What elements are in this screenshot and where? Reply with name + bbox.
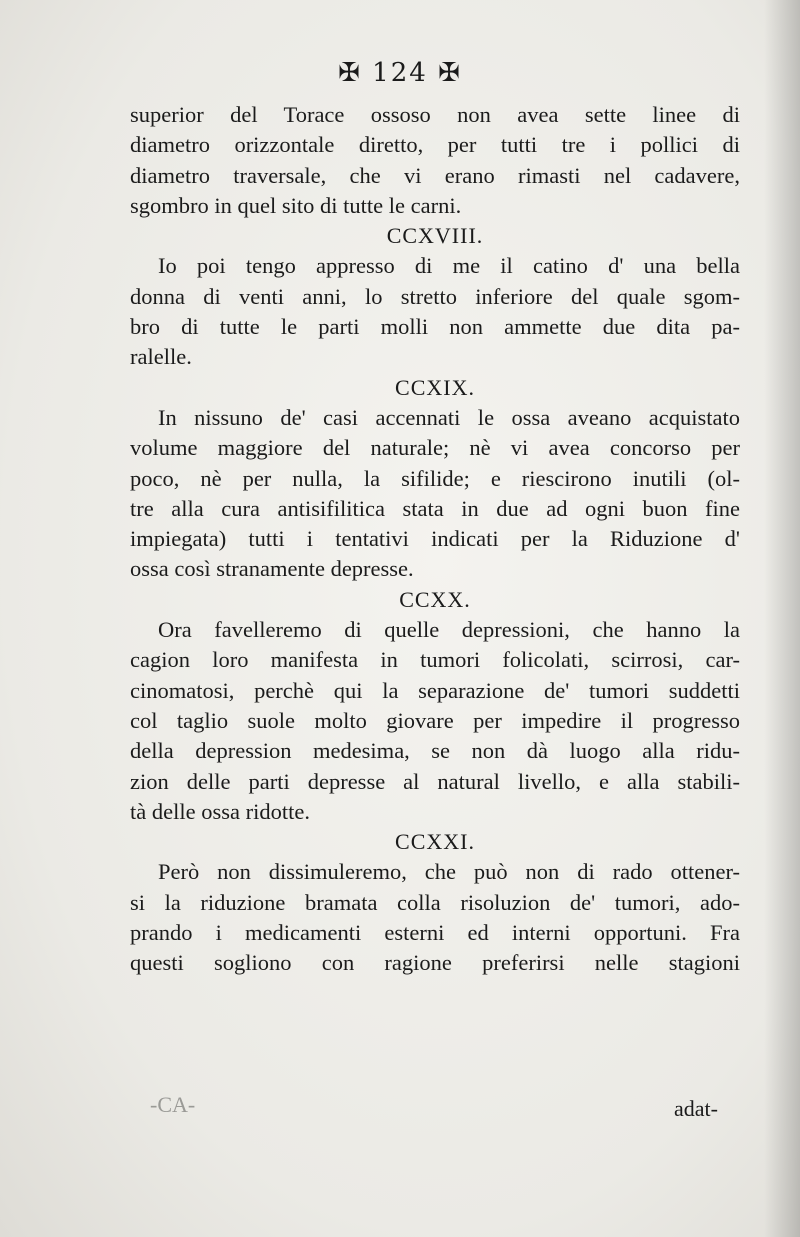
text-line: tre alla cura antisifilitica stata in due ad ogni buon fine: [130, 495, 740, 521]
text-line: col taglio suole molto giovare per impedire il progresso: [130, 707, 740, 733]
text-line: zion delle parti depresse al natural livello, e alla stabili-: [130, 768, 740, 794]
catchword: adat-: [674, 1096, 718, 1121]
text-line: In nissuno de' casi accennati le ossa aveano acquistato: [158, 404, 740, 430]
text-line: della depression medesima, se non dà luogo alla ridu-: [130, 738, 740, 764]
text-line: Io poi tengo appresso di me il catino d' una bella: [158, 253, 740, 279]
text-line: ralelle.: [130, 344, 192, 370]
text-line: Ora favelleremo di quelle depressioni, che hanno la: [158, 617, 740, 643]
section-heading: CCXXI.: [395, 829, 475, 855]
text-line: prando i medicamenti esterni ed interni opportuni. Fra: [130, 920, 740, 946]
text-line: tà delle ossa ridotte.: [130, 798, 310, 824]
text-line: donna di venti anni, lo stretto inferiore del quale sgom-: [130, 283, 740, 309]
text-line: bro di tutte le parti molli non ammette due dita pa-: [130, 314, 740, 340]
text-line: sgombro in quel sito di tutte le carni.: [130, 192, 462, 218]
text-line: impiegata) tutti i tentativi indicati per la Riduzione d': [130, 526, 740, 552]
text-line: poco, nè per nulla, la sifilide; e riescirono inutili (ol-: [130, 465, 740, 491]
text-line: diametro traversale, che vi erano rimasti nel cadavere,: [130, 162, 740, 188]
text-line: cinomatosi, perchè qui la separazione de' tumori suddetti: [130, 677, 740, 703]
body-text: [130, 100, 740, 979]
text-line: cagion loro manifesta in tumori folicolati, scirrosi, car-: [130, 647, 740, 673]
text-line: superior del Torace ossoso non avea sette linee di: [130, 102, 740, 127]
section-heading: CCXIX.: [395, 374, 475, 400]
text-line: volume maggiore del naturale; nè vi avea concorso per: [130, 435, 740, 461]
text-line: si la riduzione bramata colla risoluzion de' tumori, ado-: [130, 889, 740, 915]
page-header: ✠ 124 ✠: [338, 58, 462, 88]
text-line: diametro orizzontale diretto, per tutti tre i pollici di: [130, 132, 740, 158]
text-line: Però non dissimuleremo, che può non di rado ottener-: [158, 859, 740, 885]
section-heading: CCXX.: [399, 586, 471, 612]
text-line: ossa così stranamente depresse.: [130, 556, 414, 582]
pencil-mark: -CA-: [150, 1092, 196, 1117]
section-heading: CCXVIII.: [386, 223, 484, 249]
page-edge-shadow: [764, 0, 800, 1237]
text-line: questi sogliono con ragione preferirsi nelle stagioni: [130, 950, 740, 976]
